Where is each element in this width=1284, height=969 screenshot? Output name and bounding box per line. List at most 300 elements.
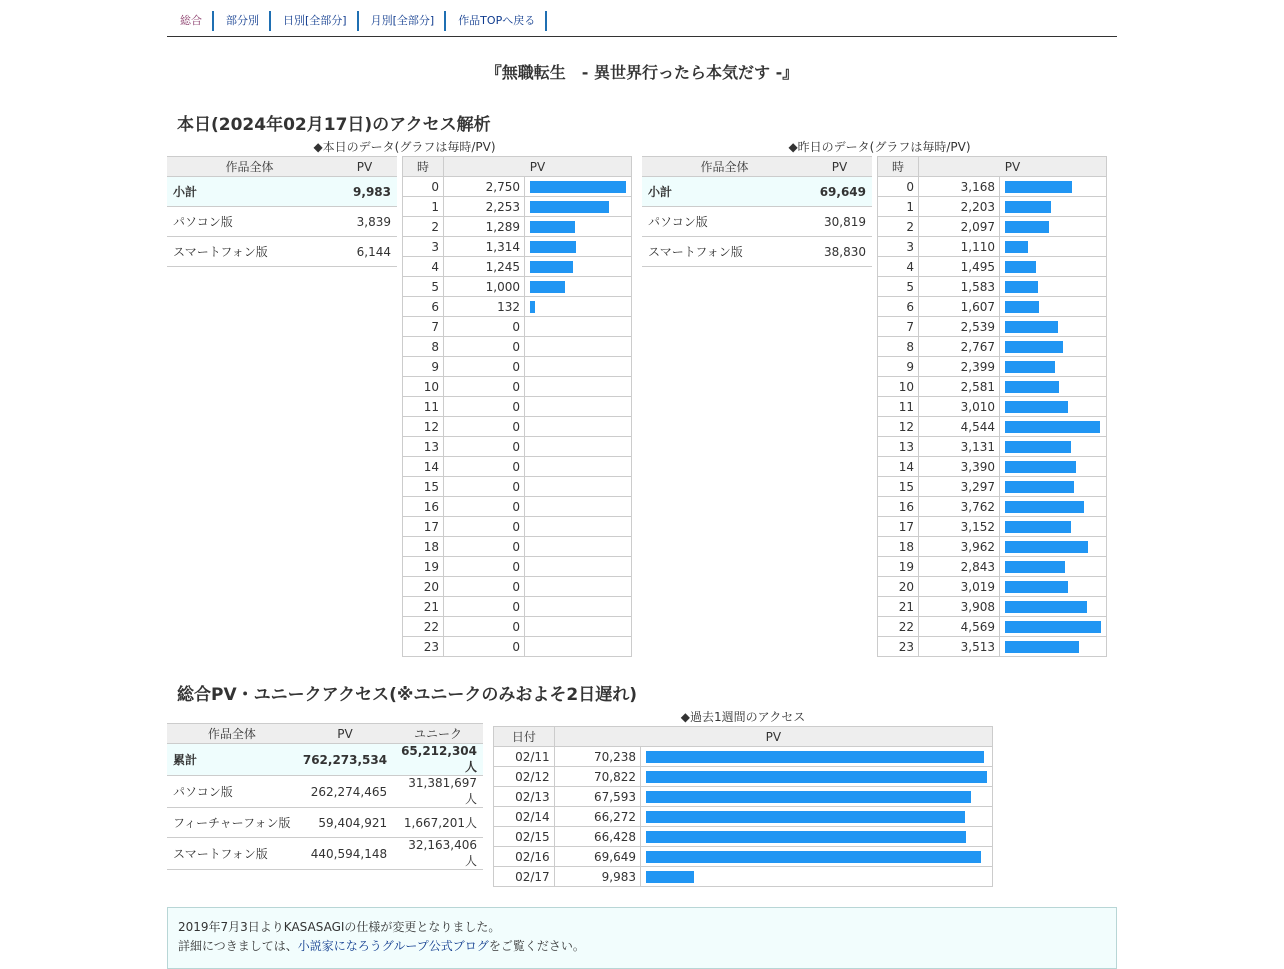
data-row [878,497,1107,517]
bar-cell [1000,277,1107,297]
week-table [493,726,993,887]
column-header: PV [332,157,397,177]
pv-value: 38,830 [807,237,872,267]
bar-cell [1000,577,1107,597]
bar-cell [1000,297,1107,317]
column-header: PV [919,157,1107,177]
pv-bar [1005,581,1068,593]
row-label: 累計 [167,744,297,776]
bar-cell [525,577,632,597]
row-key: 7 [878,317,919,337]
pv-value: 3,908 [919,597,1000,617]
summary-row [167,237,397,267]
row-key: 5 [878,277,919,297]
pv-bar [646,871,694,883]
data-row [878,637,1107,657]
row-key: 02/15 [494,827,555,847]
pv-value: 0 [444,477,525,497]
pv-value: 3,513 [919,637,1000,657]
bar-cell [1000,377,1107,397]
row-key: 19 [878,557,919,577]
data-row [878,537,1107,557]
nav-item [359,11,447,31]
row-key: 15 [403,477,444,497]
data-row [878,437,1107,457]
column-header: PV [297,724,393,744]
bar-cell [641,747,993,767]
column-header: 時 [403,157,444,177]
pv-bar [530,301,535,313]
data-row [878,377,1107,397]
row-label: フィーチャーフォン版 [167,808,297,838]
nav-item [271,11,359,31]
yesterday-hourly-table [877,156,1107,657]
row-key: 4 [403,257,444,277]
pv-bar [1005,641,1079,653]
data-row [878,317,1107,337]
today-heading: 本日(2024年02月17日)のアクセス解析 [177,115,491,135]
bar-cell [1000,357,1107,377]
pv-value: 1,245 [444,257,525,277]
pv-value: 3,010 [919,397,1000,417]
bar-cell [525,177,632,197]
pv-value: 3,168 [919,177,1000,197]
pv-bar [646,771,987,783]
data-row [494,767,993,787]
blog-link[interactable]: 小説家になろうグループ公式ブログ [297,939,489,953]
pv-value: 3,131 [919,437,1000,457]
notice-suffix: をご覧ください。 [488,939,585,953]
row-key: 16 [403,497,444,517]
pv-value: 4,569 [919,617,1000,637]
pv-bar [1005,381,1059,393]
pv-bar [646,851,981,863]
pv-bar [1005,241,1028,253]
row-key: 1 [403,197,444,217]
pv-value: 2,539 [919,317,1000,337]
pv-value: 67,593 [554,787,640,807]
row-key: 02/12 [494,767,555,787]
data-row [403,477,632,497]
header-row [878,157,1107,177]
data-row [403,217,632,237]
data-row [403,297,632,317]
nav-link[interactable]: 日別[全部分] [283,14,347,27]
bar-cell [525,277,632,297]
row-key: 3 [403,237,444,257]
row-key: 21 [403,597,444,617]
pv-bar [1005,561,1065,573]
row-key: 6 [403,297,444,317]
row-key: 02/13 [494,787,555,807]
summary-row [642,207,872,237]
bar-cell [525,457,632,477]
bar-cell [1000,217,1107,237]
pv-value: 2,097 [919,217,1000,237]
nav-link[interactable]: 月別[全部分] [370,14,435,27]
row-label: 小計 [642,177,807,207]
data-row [878,557,1107,577]
row-key: 15 [878,477,919,497]
data-row [878,217,1107,237]
row-key: 9 [403,357,444,377]
nav-item [167,11,214,31]
pv-bar [530,261,573,273]
work-title: 『無職転生 - 異世界行ったら本気だす -』 [485,63,799,82]
data-row [403,637,632,657]
bar-cell [1000,257,1107,277]
pv-value: 0 [444,557,525,577]
row-key: 02/11 [494,747,555,767]
pv-value: 0 [444,597,525,617]
bar-cell [525,477,632,497]
row-key: 1 [878,197,919,217]
column-header: 作品全体 [642,157,807,177]
pv-value: 0 [444,377,525,397]
notice-prefix: 詳細につきましては、 [178,939,298,953]
data-row [878,277,1107,297]
unique-value: 1,667,201人 [393,808,483,838]
pv-value: 9,983 [332,177,397,207]
row-key: 22 [403,617,444,637]
row-key: 13 [878,437,919,457]
pv-bar [530,241,576,253]
pv-value: 0 [444,457,525,477]
pv-value: 3,152 [919,517,1000,537]
pv-value: 0 [444,537,525,557]
data-row [403,277,632,297]
data-row [494,787,993,807]
bar-cell [1000,517,1107,537]
yesterday-caption: ◆昨日のデータ(グラフは毎時/PV) [788,140,971,154]
bar-cell [525,357,632,377]
pv-bar [1005,621,1101,633]
row-key: 17 [403,517,444,537]
pv-value: 3,962 [919,537,1000,557]
column-header: 作品全体 [167,724,297,744]
pv-value: 1,583 [919,277,1000,297]
bar-cell [525,237,632,257]
data-row [878,517,1107,537]
pv-value: 30,819 [807,207,872,237]
data-row [878,417,1107,437]
data-row [403,357,632,377]
data-row [403,317,632,337]
data-row [403,597,632,617]
header-row [403,157,632,177]
nav-link[interactable]: 総合 [180,14,202,27]
today-caption: ◆本日のデータ(グラフは毎時/PV) [313,140,496,154]
pv-value: 70,822 [554,767,640,787]
row-key: 17 [878,517,919,537]
row-label: スマートフォン版 [167,838,297,870]
pv-bar [530,181,626,193]
total-heading: 総合PV・ユニークアクセス(※ユニークのみおよそ2日遅れ) [177,685,637,705]
bar-cell [525,317,632,337]
row-key: 21 [878,597,919,617]
unique-value: 31,381,697人 [393,776,483,808]
pv-bar [1005,461,1076,473]
pv-bar [1005,261,1036,273]
row-key: 10 [878,377,919,397]
bar-cell [1000,457,1107,477]
data-row [878,617,1107,637]
data-row [878,477,1107,497]
summary-row [167,808,483,838]
row-label: パソコン版 [167,207,332,237]
nav-item [446,11,547,31]
data-row [403,617,632,637]
row-key: 2 [403,217,444,237]
data-row [878,297,1107,317]
row-key: 20 [403,577,444,597]
data-row [403,577,632,597]
pv-value: 9,983 [554,867,640,887]
row-label: スマートフォン版 [167,237,332,267]
pv-value: 0 [444,497,525,517]
pv-bar [1005,321,1058,333]
page-container [167,0,1117,953]
data-row [878,197,1107,217]
data-row [403,197,632,217]
bar-cell [1000,617,1107,637]
pv-bar [1005,521,1071,533]
nav-link[interactable]: 部分別 [226,14,259,27]
column-header: PV [444,157,632,177]
row-key: 14 [878,457,919,477]
header-row [167,724,483,744]
pv-value: 2,767 [919,337,1000,357]
pv-value: 1,495 [919,257,1000,277]
data-row [403,517,632,537]
pv-value: 0 [444,577,525,597]
pv-bar [1005,361,1055,373]
row-key: 7 [403,317,444,337]
pv-value: 440,594,148 [297,838,393,870]
row-label: スマートフォン版 [642,237,807,267]
pv-bar [530,201,609,213]
data-row [403,537,632,557]
pv-bar [530,281,565,293]
pv-bar [1005,341,1063,353]
row-key: 6 [878,297,919,317]
pv-value: 70,238 [554,747,640,767]
pv-bar [646,751,984,763]
notice-line-1: 2019年7月3日よりKASASAGIの仕様が変更となりました。 [178,920,501,934]
pv-bar [1005,541,1088,553]
bar-cell [1000,477,1107,497]
pv-value: 69,649 [554,847,640,867]
data-row [494,827,993,847]
week-caption: ◆過去1週間のアクセス [680,710,806,724]
row-key: 3 [878,237,919,257]
row-key: 5 [403,277,444,297]
summary-row [167,838,483,870]
row-key: 23 [878,637,919,657]
pv-value: 6,144 [332,237,397,267]
row-key: 11 [403,397,444,417]
bar-cell [1000,197,1107,217]
row-key: 11 [878,397,919,417]
bar-cell [1000,337,1107,357]
summary-row [167,744,483,776]
pv-value: 0 [444,337,525,357]
column-header: PV [554,727,992,747]
bar-cell [1000,177,1107,197]
pv-bar [1005,441,1071,453]
row-key: 10 [403,377,444,397]
row-key: 02/17 [494,867,555,887]
row-key: 02/14 [494,807,555,827]
bar-cell [1000,637,1107,657]
pv-value: 4,544 [919,417,1000,437]
bar-cell [1000,437,1107,457]
row-key: 12 [878,417,919,437]
bar-cell [525,517,632,537]
row-key: 23 [403,637,444,657]
bar-cell [525,637,632,657]
pv-bar [530,221,575,233]
row-label: パソコン版 [167,776,297,808]
total-pv-unique-table [167,723,483,870]
data-row [878,357,1107,377]
nav-item [214,11,271,31]
pv-value: 3,297 [919,477,1000,497]
header-row [642,157,872,177]
row-key: 22 [878,617,919,637]
bar-cell [641,787,993,807]
column-header: PV [807,157,872,177]
data-row [878,597,1107,617]
bar-cell [525,497,632,517]
bar-cell [525,257,632,277]
data-row [878,457,1107,477]
row-key: 0 [403,177,444,197]
row-label: パソコン版 [642,207,807,237]
pv-value: 59,404,921 [297,808,393,838]
bar-cell [1000,417,1107,437]
data-row [403,497,632,517]
pv-value: 0 [444,617,525,637]
summary-row [642,177,872,207]
data-row [403,257,632,277]
pv-bar [1005,301,1039,313]
pv-bar [1005,481,1074,493]
data-row [403,557,632,577]
column-header: 日付 [494,727,555,747]
pv-value: 262,274,465 [297,776,393,808]
notice-box [167,907,1117,969]
pv-bar [1005,401,1068,413]
pv-bar [1005,221,1049,233]
pv-value: 3,762 [919,497,1000,517]
row-key: 8 [403,337,444,357]
pv-value: 3,019 [919,577,1000,597]
row-label: 小計 [167,177,332,207]
bar-cell [641,847,993,867]
data-row [403,437,632,457]
data-row [403,417,632,437]
column-header: 作品全体 [167,157,332,177]
pv-value: 3,390 [919,457,1000,477]
bar-cell [525,597,632,617]
column-header: 時 [878,157,919,177]
pv-value: 0 [444,437,525,457]
pv-value: 0 [444,637,525,657]
pv-bar [1005,501,1084,513]
data-row [403,177,632,197]
data-row [494,867,993,887]
yesterday-summary-table [642,156,872,267]
column-header: ユニーク [393,724,483,744]
pv-bar [1005,181,1072,193]
pv-value: 0 [444,357,525,377]
pv-value: 0 [444,317,525,337]
bar-cell [525,437,632,457]
pv-value: 2,399 [919,357,1000,377]
pv-bar [646,831,966,843]
pv-bar [1005,201,1051,213]
data-row [878,257,1107,277]
summary-row [167,207,397,237]
row-key: 18 [403,537,444,557]
row-key: 16 [878,497,919,517]
pv-value: 0 [444,517,525,537]
bar-cell [1000,397,1107,417]
bar-cell [525,377,632,397]
bar-cell [525,197,632,217]
data-row [403,397,632,417]
pv-value: 3,839 [332,207,397,237]
pv-value: 2,203 [919,197,1000,217]
bar-cell [525,297,632,317]
data-row [494,847,993,867]
nav-link[interactable]: 作品TOPへ戻る [458,14,536,27]
unique-value: 65,212,304人 [393,744,483,776]
pv-value: 1,289 [444,217,525,237]
data-row [403,237,632,257]
row-key: 2 [878,217,919,237]
pv-bar [1005,281,1038,293]
bar-cell [641,827,993,847]
row-key: 02/16 [494,847,555,867]
pv-value: 762,273,534 [297,744,393,776]
bar-cell [525,337,632,357]
data-row [494,807,993,827]
row-key: 14 [403,457,444,477]
bar-cell [641,867,993,887]
pv-bar [646,811,965,823]
pv-bar [1005,601,1087,613]
bar-cell [1000,317,1107,337]
today-summary-table [167,156,397,267]
row-key: 18 [878,537,919,557]
pv-value: 66,272 [554,807,640,827]
pv-value: 66,428 [554,827,640,847]
pv-value: 1,314 [444,237,525,257]
row-key: 4 [878,257,919,277]
pv-value: 0 [444,417,525,437]
summary-row [167,177,397,207]
summary-row [642,237,872,267]
pv-value: 2,843 [919,557,1000,577]
pv-value: 0 [444,397,525,417]
data-row [403,457,632,477]
row-key: 13 [403,437,444,457]
bar-cell [525,417,632,437]
bar-cell [641,807,993,827]
bar-cell [525,217,632,237]
